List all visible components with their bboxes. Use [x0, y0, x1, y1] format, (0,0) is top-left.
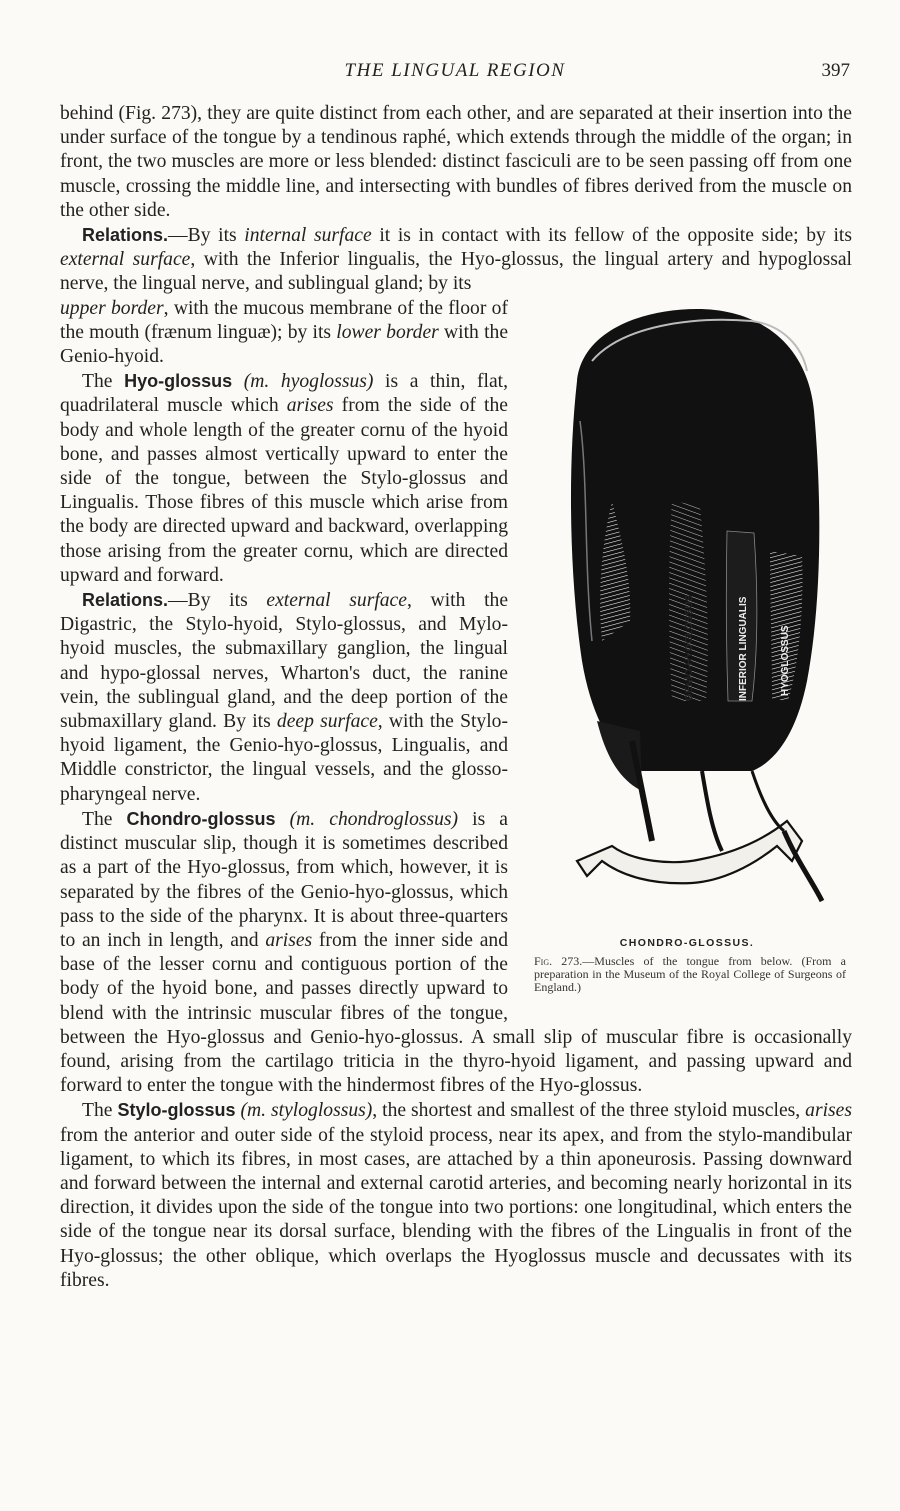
tongue-muscles-illustration	[522, 301, 852, 941]
text-run: The	[82, 808, 127, 830]
text-run: with the Genio-hyoid.	[60, 321, 509, 368]
figure-273	[522, 301, 852, 1013]
text-run: from the inner side and base of the lesser cornu and contiguous portion of the body of the hyoid bone, and passes directly upward to blend with the intrinsic muscular fibres of the tongue, between the Hyo-glossus and Genio-hyo-glossus. A small slip of muscular fibre is occasionally found, arising from the cartilago triticia in the thyro-hyoid ligament, and passing upward and forward to enter the tongue with the hindermost fibres of the Hyo-glossus.	[60, 929, 852, 1097]
relations-heading: Relations.	[82, 590, 169, 611]
text-run: , with the Stylo-hyoid ligament, the Genio-hyo-glossus, Lingualis, and Middle constrictor, the lingual vessels, and the glosso-pharyngeal nerve.	[60, 711, 508, 805]
text-run: —By its	[168, 590, 267, 612]
text-run: , with the Digastric, the Stylo-hyoid, Stylo-glossus, and Mylo-hyoid muscles, the submaxillary ganglion, the lingual and hypo-glossal nerves, Wharton's duct, the ranine vein, the sublingual gland, and the deep portion of the submaxillary gland. By its	[60, 590, 509, 733]
italic-run: arises	[286, 395, 334, 417]
page-header	[60, 60, 850, 90]
hyoid-bone	[577, 821, 802, 883]
italic-run: deep surface	[276, 711, 378, 733]
text-run: from the side of the body and whole length of the greater cornu of the hyoid bone, and passes almost vertically upward to enter the side of the tongue, between the Stylo-glossus and Lingualis. Those fibres of this muscle which arise from the body are directed upward and backward, overlapping those arising from the greater cornu, which are directed upward and forward.	[60, 395, 508, 586]
label-hyoglossus: HYOGLOSSUS	[780, 625, 791, 696]
italic-run: arises	[265, 929, 313, 951]
paragraph-1: behind (Fig. 273), they are quite distinct from each other, and are separated at their insertion into the under surface of the tongue by a tendinous raphé, which extends through the middle of the organ; in front, the two muscles are more or less blended: distinct fasciculi are to be seen passing off from one muscle, crossing the middle line, and intersecting with bundles of fibres derived from the muscle on the other side.	[60, 103, 852, 221]
latin-name: (m. styloglossus)	[240, 1100, 373, 1122]
text-run: is a thin, flat, quadrilateral muscle which	[60, 371, 508, 417]
caption-text: —Muscles of the tongue from below. (From a preparation in the Museum of the Royal College of Surgeons of England.)	[534, 953, 846, 994]
text-run: , with the Inferior lingualis, the Hyo-glossus, the lingual artery and hypoglossal nerve, the lingual nerve, and sublingual gland; by its	[60, 249, 852, 295]
figure-caption	[534, 955, 846, 994]
italic-run: external surface	[266, 590, 407, 612]
text-run: The	[82, 371, 125, 393]
text-run: —By its	[168, 225, 245, 247]
italic-run: lower border	[336, 321, 439, 343]
italic-run: upper border	[60, 297, 164, 319]
label-inferior-lingualis: INFERIOR LINGUALIS	[738, 596, 749, 701]
muscle-name-stylo-glossus: Stylo-glossus	[117, 1100, 236, 1121]
paragraph-stylo-glossus	[60, 1098, 852, 1293]
italic-run: external surface	[60, 249, 191, 271]
latin-name: (m. chondroglossus)	[289, 808, 459, 830]
latin-name: (m. hyoglossus)	[243, 371, 374, 393]
body-text	[60, 102, 852, 1293]
italic-run: arises	[805, 1100, 852, 1122]
page-number: 397	[821, 60, 850, 81]
text-run: , the shortest and smallest of the three styloid muscles,	[372, 1100, 806, 1122]
text-run: it is in contact with its fellow of the opposite side; by its	[371, 225, 852, 247]
figure-label-chondro-glossus: CHONDRO-GLOSSUS.	[619, 936, 755, 949]
running-title: THE LINGUAL REGION	[344, 60, 566, 81]
text-run: from the anterior and outer side of the styloid process, near its apex, and from the stylo-mandibular ligament, to which its fibres, in most cases, are attached by a thin aponeurosis. Passing downward and forward between the internal and external carotid arteries, and becoming nearly horizontal in its direction, it divides upon the side of the tongue into two portions: one longitudinal, which enters the side of the tongue near its dorsal surface, blending with the fibres of the Lingualis in front of the Hyo-glossus; the other oblique, which overlaps the Hyoglossus muscle and decussates with its fibres.	[60, 1124, 852, 1291]
relations-heading: Relations.	[82, 225, 169, 246]
paragraph-relations-1	[60, 223, 852, 297]
italic-run: internal surface	[244, 225, 372, 247]
text-run: The	[82, 1100, 118, 1122]
text-run: is a distinct muscular slip, though it is sometimes described as a part of the Hyo-glossus, from which, however, it is separated by the fibres of the Genio-hyo-glossus, which pass to the side of the pharynx. It is about three-quarters to an inch in length, and	[60, 808, 508, 951]
muscle-name-chondro-glossus: Chondro-glossus	[126, 808, 276, 829]
muscle-name-hyo-glossus: Hyo-glossus	[124, 371, 233, 392]
figure-number: Fig. 273.	[534, 953, 583, 968]
label-genio-hyoglossus: GENIO-HYOGLOSSUS	[684, 594, 695, 701]
text-run: , with the mucous membrane of the floor of the mouth (frænum linguæ); by its	[60, 297, 508, 343]
